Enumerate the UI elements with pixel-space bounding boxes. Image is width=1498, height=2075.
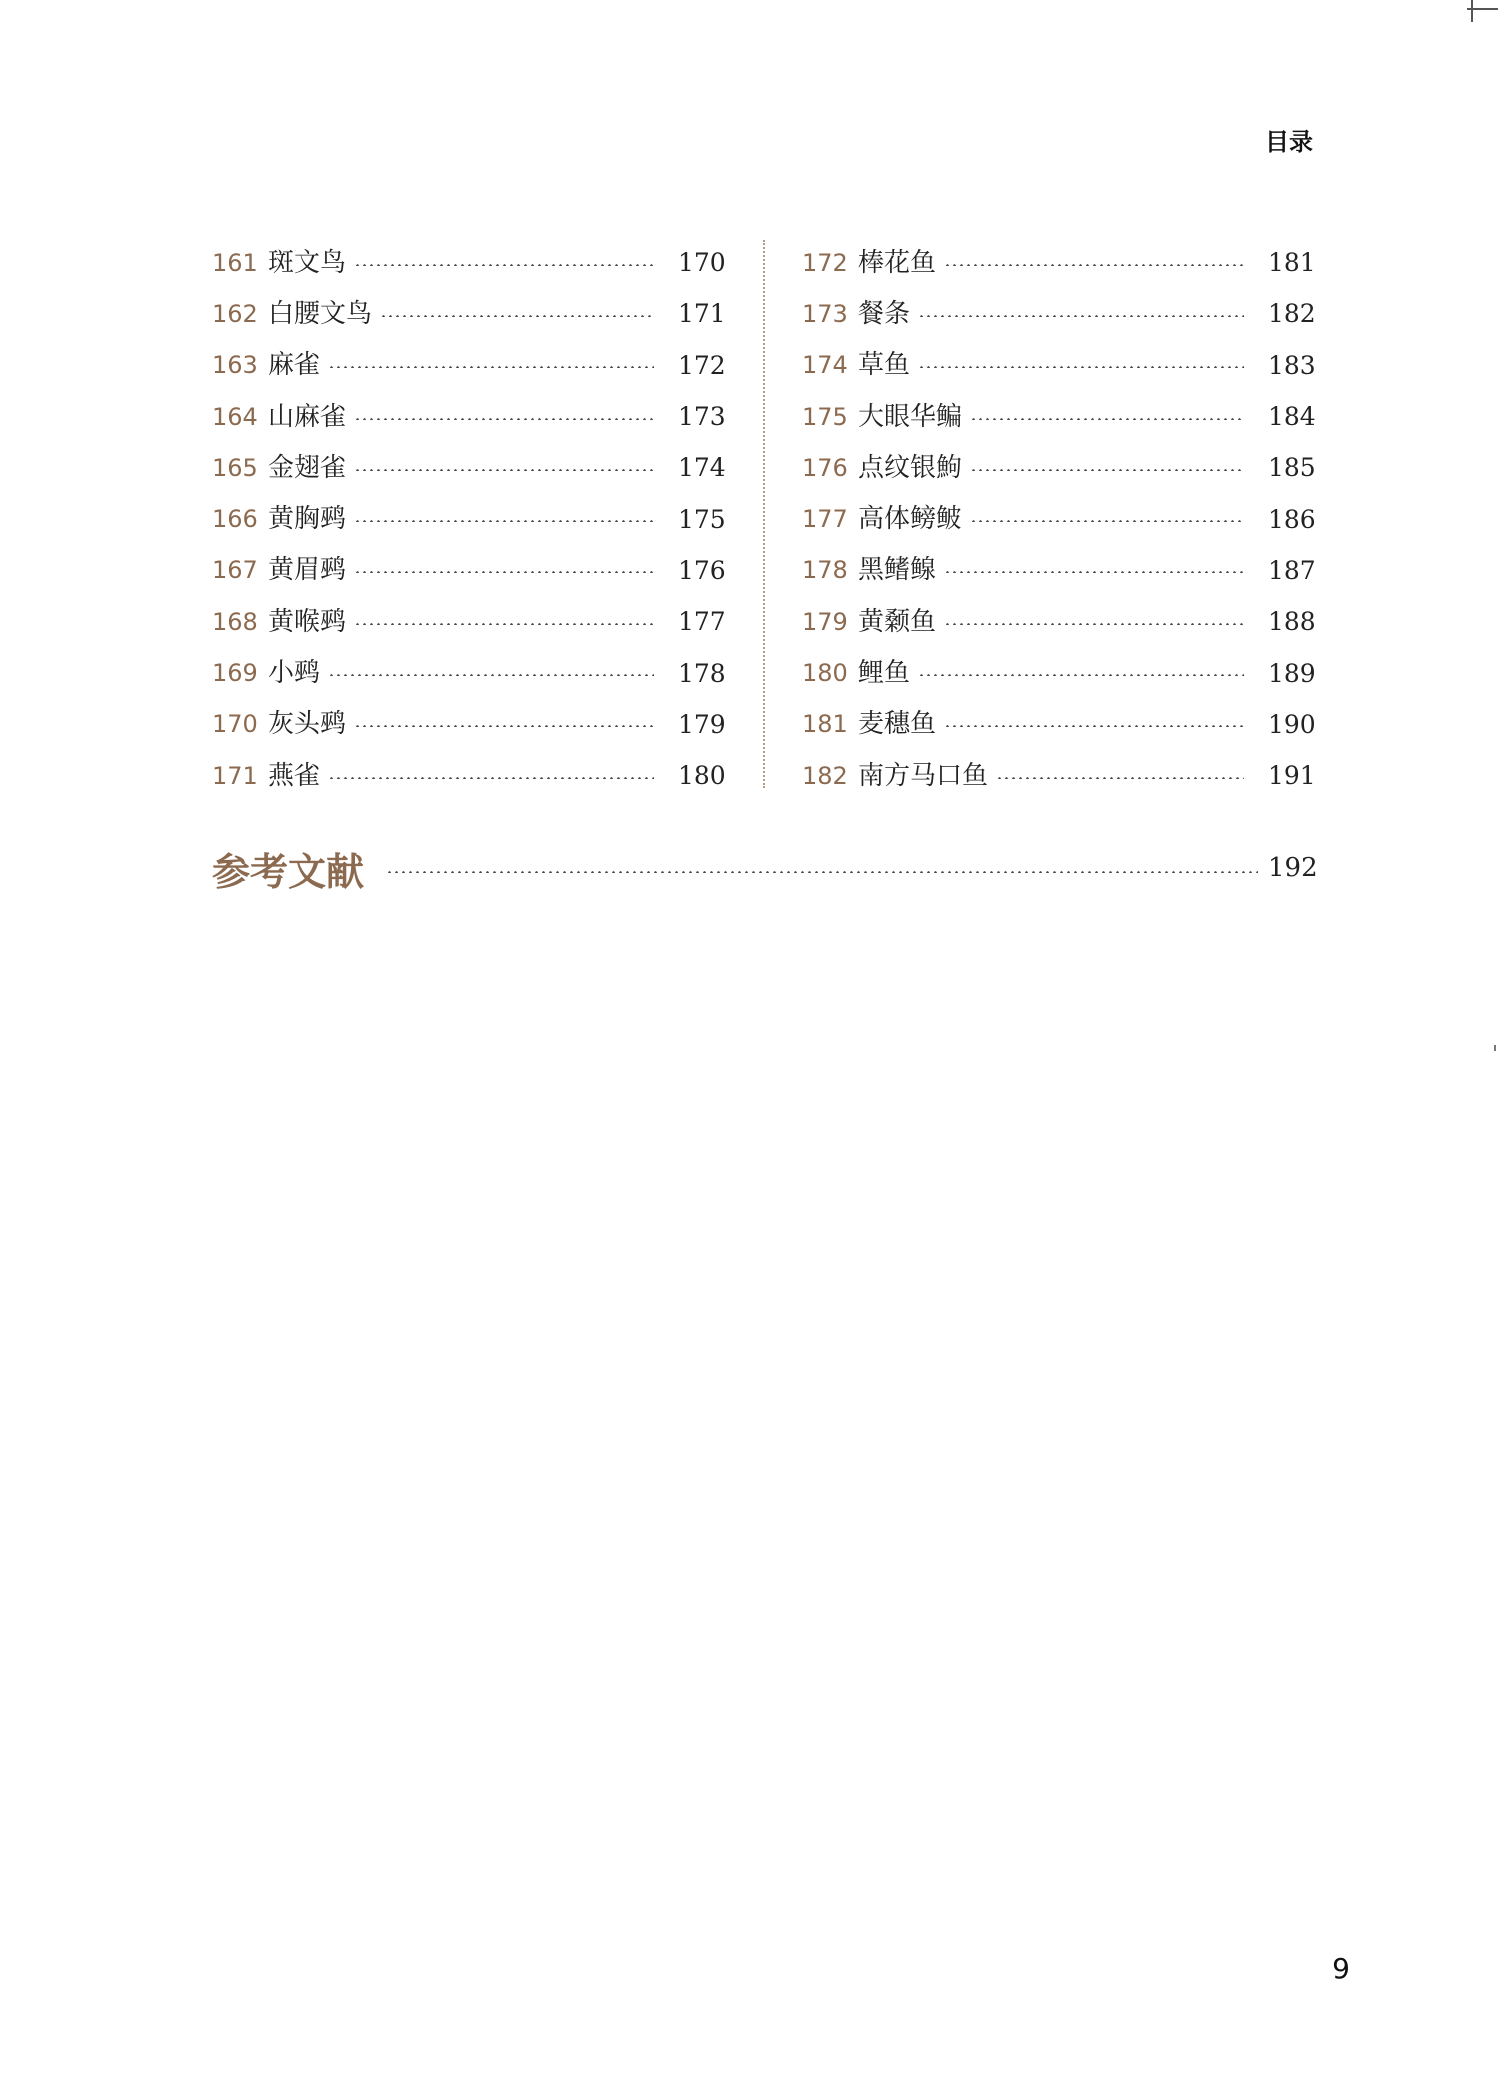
page-number: 9	[1332, 1952, 1350, 1985]
toc-entry-page: 191	[1268, 761, 1316, 791]
toc-leader-dots	[354, 623, 654, 625]
toc-entry-page: 173	[678, 402, 726, 432]
toc-entry-number: 178	[802, 556, 848, 585]
toc-entry-title: 斑文鸟	[268, 247, 347, 278]
toc-entry-page: 182	[1268, 299, 1316, 329]
toc-leader-dots	[918, 315, 1244, 317]
toc-leader-dots	[918, 366, 1244, 368]
toc-entry[interactable]	[212, 288, 726, 339]
toc-entry-page: 186	[1268, 504, 1316, 534]
toc-entry[interactable]	[212, 647, 726, 698]
toc-entry-number: 167	[212, 556, 258, 585]
toc-entry-title: 小鹀	[268, 658, 321, 689]
toc-entry[interactable]	[802, 340, 1316, 391]
toc-leader-dots	[354, 571, 654, 573]
margin-mark	[1494, 1045, 1496, 1051]
toc-entry-number: 166	[212, 505, 258, 534]
toc-entry-page: 174	[678, 453, 726, 483]
toc-leader-dots	[386, 871, 1258, 873]
toc-entry-number: 171	[212, 761, 258, 790]
toc-entry-title: 金翅雀	[268, 452, 347, 483]
toc-entry-page: 189	[1268, 658, 1316, 688]
toc-entry-number: 169	[212, 659, 258, 688]
toc-entry-page: 175	[678, 504, 726, 534]
references-page: 192	[1268, 853, 1318, 883]
toc-entry-page: 172	[678, 350, 726, 380]
toc-leader-dots	[328, 777, 654, 779]
toc-entry[interactable]	[212, 596, 726, 647]
toc-entry[interactable]	[212, 442, 726, 493]
toc-entry-title: 大眼华鳊	[858, 401, 963, 432]
toc-entry-title: 高体鳑鲏	[858, 504, 963, 535]
toc-entry-page: 170	[678, 248, 726, 278]
toc-entry[interactable]	[212, 391, 726, 442]
toc-entry-title: 南方马口鱼	[858, 760, 989, 791]
toc-entry[interactable]	[212, 545, 726, 596]
toc-entry-title: 燕雀	[268, 760, 321, 791]
toc-entry[interactable]	[802, 288, 1316, 339]
toc-entry-page: 176	[678, 555, 726, 585]
toc-entry[interactable]	[212, 237, 726, 288]
toc-entry-title: 点纹银鮈	[858, 452, 963, 483]
toc-entry[interactable]	[212, 699, 726, 750]
toc-entry-number: 175	[802, 402, 848, 431]
toc-entry-number: 174	[802, 351, 848, 380]
toc-entry-page: 179	[678, 709, 726, 739]
toc-leader-dots	[996, 777, 1244, 779]
toc-leader-dots	[354, 520, 654, 522]
toc-entry-page: 180	[678, 761, 726, 791]
toc-entry-title: 灰头鹀	[268, 709, 347, 740]
toc-left-column	[212, 237, 726, 801]
toc-entry[interactable]	[212, 493, 726, 544]
toc-entry-page: 185	[1268, 453, 1316, 483]
toc-leader-dots	[354, 418, 654, 420]
toc-leader-dots	[970, 418, 1244, 420]
toc-entry-page: 178	[678, 658, 726, 688]
toc-entry-title: 餐条	[858, 298, 911, 329]
toc-entry-title: 草鱼	[858, 350, 911, 381]
toc-entry-number: 176	[802, 453, 848, 482]
toc-leader-dots	[970, 469, 1244, 471]
toc-entry[interactable]	[802, 596, 1316, 647]
toc-entry-number: 168	[212, 607, 258, 636]
toc-leader-dots	[354, 264, 654, 266]
toc-entry-page: 187	[1268, 555, 1316, 585]
toc-leader-dots	[944, 264, 1244, 266]
toc-entry-number: 179	[802, 607, 848, 636]
toc-entry-title: 鲤鱼	[858, 658, 911, 689]
toc-entry[interactable]	[802, 237, 1316, 288]
toc-leader-dots	[944, 571, 1244, 573]
toc-entry-title: 麦穗鱼	[858, 709, 937, 740]
section-title: 目录	[1265, 128, 1313, 156]
toc-leader-dots	[944, 623, 1244, 625]
toc-entry-number: 164	[212, 402, 258, 431]
toc-entry-title: 黑鳍鳈	[858, 555, 937, 586]
toc-right-column	[802, 237, 1316, 801]
toc-entry-page: 177	[678, 607, 726, 637]
toc-leader-dots	[944, 725, 1244, 727]
toc-entry[interactable]	[212, 340, 726, 391]
toc-entry-number: 180	[802, 659, 848, 688]
toc-entry-page: 184	[1268, 402, 1316, 432]
toc-entry-page: 190	[1268, 709, 1316, 739]
toc-entry-title: 棒花鱼	[858, 247, 937, 278]
toc-entry[interactable]	[802, 442, 1316, 493]
toc-leader-dots	[970, 520, 1244, 522]
toc-entry-title: 麻雀	[268, 350, 321, 381]
toc-entry[interactable]	[802, 493, 1316, 544]
toc-entry-page: 171	[678, 299, 726, 329]
toc-entry-number: 161	[212, 248, 258, 277]
references-title: 参考文献	[212, 848, 365, 894]
toc-entry[interactable]	[802, 545, 1316, 596]
toc-entry-title: 黄眉鹀	[268, 555, 347, 586]
toc-entry-number: 170	[212, 710, 258, 739]
toc-leader-dots	[328, 366, 654, 368]
toc-entry-number: 165	[212, 453, 258, 482]
toc-entry-number: 177	[802, 505, 848, 534]
toc-entry-title: 黄颡鱼	[858, 606, 937, 637]
toc-leader-dots	[918, 674, 1244, 676]
toc-entry[interactable]	[802, 699, 1316, 750]
toc-leader-dots	[354, 469, 654, 471]
toc-entry-number: 162	[212, 299, 258, 328]
references-entry[interactable]	[212, 840, 1318, 896]
toc-entry-number: 173	[802, 299, 848, 328]
toc-entry-page: 183	[1268, 350, 1316, 380]
toc-entry[interactable]	[802, 391, 1316, 442]
crop-mark	[1471, 0, 1473, 22]
toc-entry[interactable]	[212, 750, 726, 801]
toc-entry-number: 181	[802, 710, 848, 739]
toc-entry-page: 188	[1268, 607, 1316, 637]
toc-entry-number: 182	[802, 761, 848, 790]
toc-entry-number: 163	[212, 351, 258, 380]
column-divider	[763, 240, 765, 788]
toc-entry-title: 黄喉鹀	[268, 606, 347, 637]
toc-leader-dots	[328, 674, 654, 676]
toc-entry-number: 172	[802, 248, 848, 277]
toc-leader-dots	[354, 725, 654, 727]
toc-entry-title: 白腰文鸟	[268, 298, 373, 329]
toc-entry-page: 181	[1268, 248, 1316, 278]
toc-entry[interactable]	[802, 750, 1316, 801]
toc-entry-title: 山麻雀	[268, 401, 347, 432]
toc-entry-title: 黄胸鹀	[268, 504, 347, 535]
toc-entry[interactable]	[802, 647, 1316, 698]
toc-leader-dots	[380, 315, 654, 317]
